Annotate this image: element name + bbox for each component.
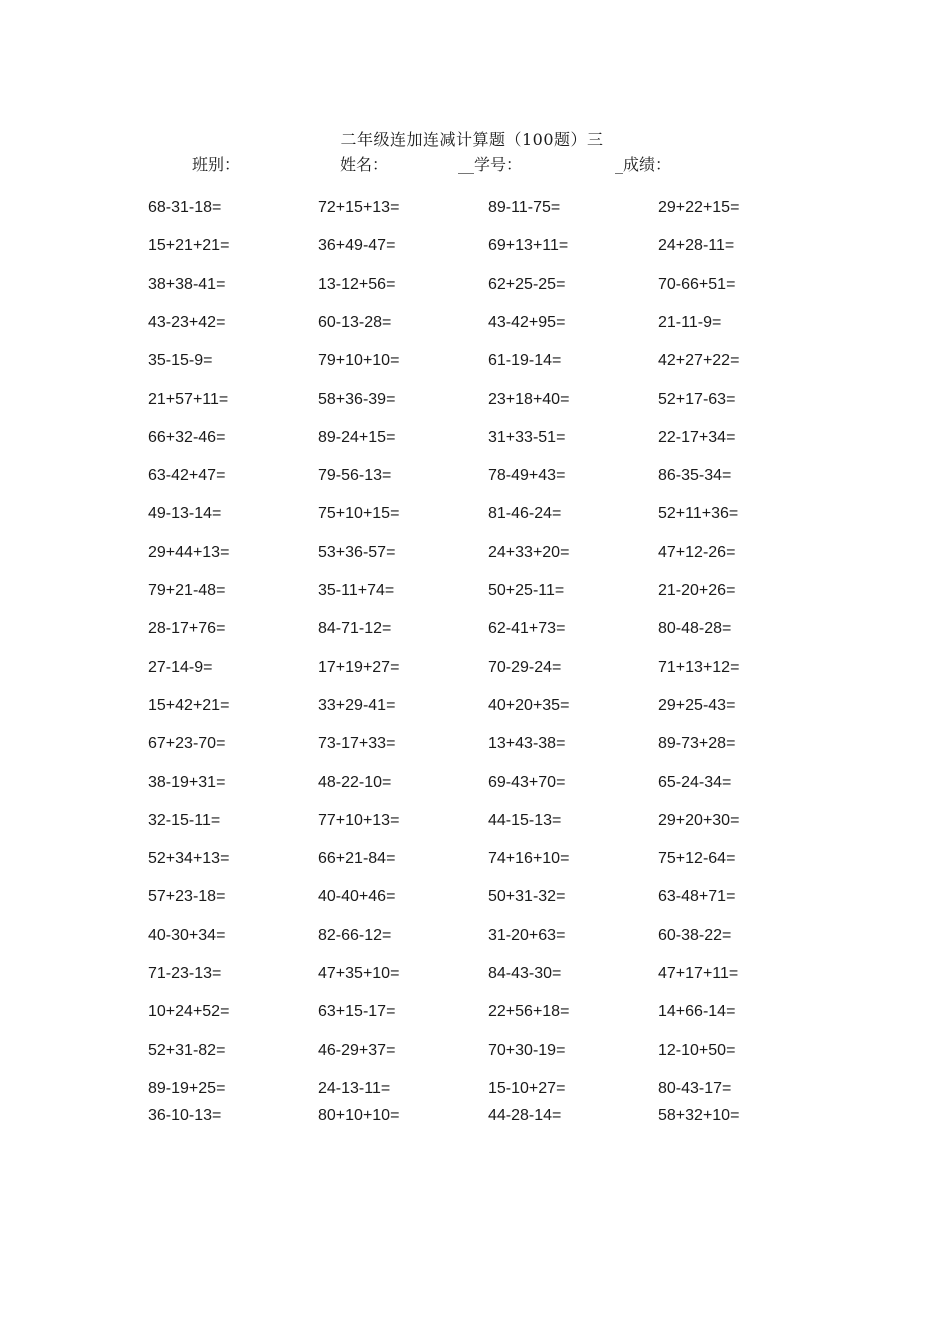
problem-item: 29+44+13= [148, 543, 230, 561]
problem-item: 89-24+15= [318, 428, 396, 446]
problem-item: 70+30-19= [488, 1041, 566, 1059]
problem-item: 61-19-14= [488, 352, 562, 370]
problem-item: 89-73+28= [658, 735, 736, 753]
problem-item: 38+38-41= [148, 275, 226, 293]
problem-item: 89-11-75= [488, 199, 561, 216]
problem-item: 53+36-57= [318, 543, 396, 561]
problem-item: 44-15-13= [488, 811, 562, 829]
problem-item: 29+20+30= [658, 811, 740, 829]
problem-item: 47+35+10= [318, 965, 400, 982]
problem-item: 67+23-70= [148, 735, 226, 753]
problem-item: 50+25-11= [488, 582, 565, 599]
problem-item: 15+42+21= [148, 696, 230, 714]
problem-item: 44-28-14= [488, 1107, 562, 1124]
problem-item: 35-15-9= [148, 352, 213, 370]
problem-item: 22+56+18= [488, 1003, 570, 1021]
problem-item: 21+57+11= [148, 390, 229, 408]
problem-item: 12-10+50= [658, 1041, 736, 1059]
problem-item: 69-43+70= [488, 773, 566, 791]
problem-item: 60-38-22= [658, 926, 732, 944]
problem-item: 74+16+10= [488, 850, 570, 868]
problem-item: 52+17-63= [658, 390, 736, 408]
problem-item: 62-41+73= [488, 620, 566, 638]
problem-item: 32-15-11= [148, 811, 221, 829]
problem-item: 50+31-32= [488, 888, 566, 906]
problem-item: 63-48+71= [658, 888, 736, 906]
student-id-label: __学号： [458, 155, 523, 174]
problem-item: 13-12+56= [318, 275, 396, 293]
problem-item: 24+28-11= [658, 237, 735, 255]
problem-item: 36+49-47= [318, 237, 396, 255]
problem-item: 79+10+10= [318, 352, 400, 370]
problem-item: 73-17+33= [318, 735, 396, 753]
problem-item: 72+15+13= [318, 199, 400, 216]
problem-item: 40-40+46= [318, 888, 396, 906]
problem-item: 43-23+42= [148, 313, 226, 331]
problem-item: 65-24-34= [658, 773, 732, 791]
problem-item: 28-17+76= [148, 620, 226, 638]
problem-item: 49-13-14= [148, 505, 222, 523]
problem-item: 36-10-13= [148, 1107, 222, 1124]
problem-item: 86-35-34= [658, 467, 732, 485]
problem-item: 52+31-82= [148, 1041, 226, 1059]
problem-item: 24-13-11= [318, 1079, 391, 1097]
class-label: 班别： [192, 155, 241, 174]
problem-item: 31+33-51= [488, 428, 566, 446]
problem-item: 68-31-18= [148, 199, 222, 216]
problem-item: 75+12-64= [658, 850, 736, 868]
problem-item: 40+20+35= [488, 696, 570, 714]
problem-item: 77+10+13= [318, 811, 400, 829]
problem-item: 23+18+40= [488, 390, 570, 408]
problem-item: 52+34+13= [148, 850, 230, 868]
problem-item: 22-17+34= [658, 428, 736, 446]
problem-item: 84-43-30= [488, 965, 562, 982]
problem-item: 43-42+95= [488, 313, 566, 331]
problem-item: 66+32-46= [148, 428, 226, 446]
problem-item: 40-30+34= [148, 926, 226, 944]
problem-item: 29+25-43= [658, 696, 736, 714]
problem-item: 63-42+47= [148, 467, 226, 485]
problem-item: 58+32+10= [658, 1107, 740, 1124]
problem-item: 35-11+74= [318, 582, 395, 599]
problem-item: 38-19+31= [148, 773, 226, 791]
problem-item: 24+33+20= [488, 543, 570, 561]
problem-item: 21-11-9= [658, 313, 722, 331]
problem-item: 78-49+43= [488, 467, 566, 485]
problem-item: 75+10+15= [318, 505, 400, 523]
problem-item: 15-10+27= [488, 1079, 566, 1097]
problem-item: 71+13+12= [658, 658, 740, 676]
problem-item: 13+43-38= [488, 735, 566, 753]
problem-item: 47+17+11= [658, 965, 739, 982]
problem-item: 80-43-17= [658, 1079, 732, 1097]
problem-item: 42+27+22= [658, 352, 740, 370]
problem-item: 89-19+25= [148, 1079, 226, 1097]
problem-item: 47+12-26= [658, 543, 736, 561]
problem-item: 52+11+36= [658, 505, 739, 523]
problem-item: 69+13+11= [488, 237, 569, 255]
problem-item: 31-20+63= [488, 926, 566, 944]
problem-item: 79+21-48= [148, 582, 226, 599]
problem-item: 10+24+52= [148, 1003, 230, 1021]
problem-item: 15+21+21= [148, 237, 230, 255]
problem-item: 21-20+26= [658, 582, 736, 599]
problem-item: 70-29-24= [488, 658, 562, 676]
problem-item: 84-71-12= [318, 620, 392, 638]
problem-item: 71-23-13= [148, 965, 222, 982]
problem-item: 66+21-84= [318, 850, 396, 868]
worksheet-title: 二年级连加连减计算题（100题）三 [340, 130, 604, 149]
problem-item: 58+36-39= [318, 390, 396, 408]
problem-item: 17+19+27= [318, 658, 400, 676]
problem-item: 81-46-24= [488, 505, 562, 523]
problem-item: 14+66-14= [658, 1003, 736, 1021]
problem-item: 63+15-17= [318, 1003, 396, 1021]
problem-item: 82-66-12= [318, 926, 392, 944]
problem-item: 29+22+15= [658, 199, 740, 216]
problem-item: 80+10+10= [318, 1107, 400, 1124]
problem-item: 70-66+51= [658, 275, 736, 293]
problem-item: 62+25-25= [488, 275, 566, 293]
problem-item: 27-14-9= [148, 658, 213, 676]
problem-item: 79-56-13= [318, 467, 392, 485]
problem-item: 46-29+37= [318, 1041, 396, 1059]
problem-item: 48-22-10= [318, 773, 392, 791]
name-label: 姓名： [340, 155, 389, 174]
problem-item: 57+23-18= [148, 888, 226, 906]
problem-item: 60-13-28= [318, 313, 392, 331]
score-label: _成绩： [615, 155, 672, 174]
problem-item: 80-48-28= [658, 620, 732, 638]
problem-item: 33+29-41= [318, 696, 396, 714]
